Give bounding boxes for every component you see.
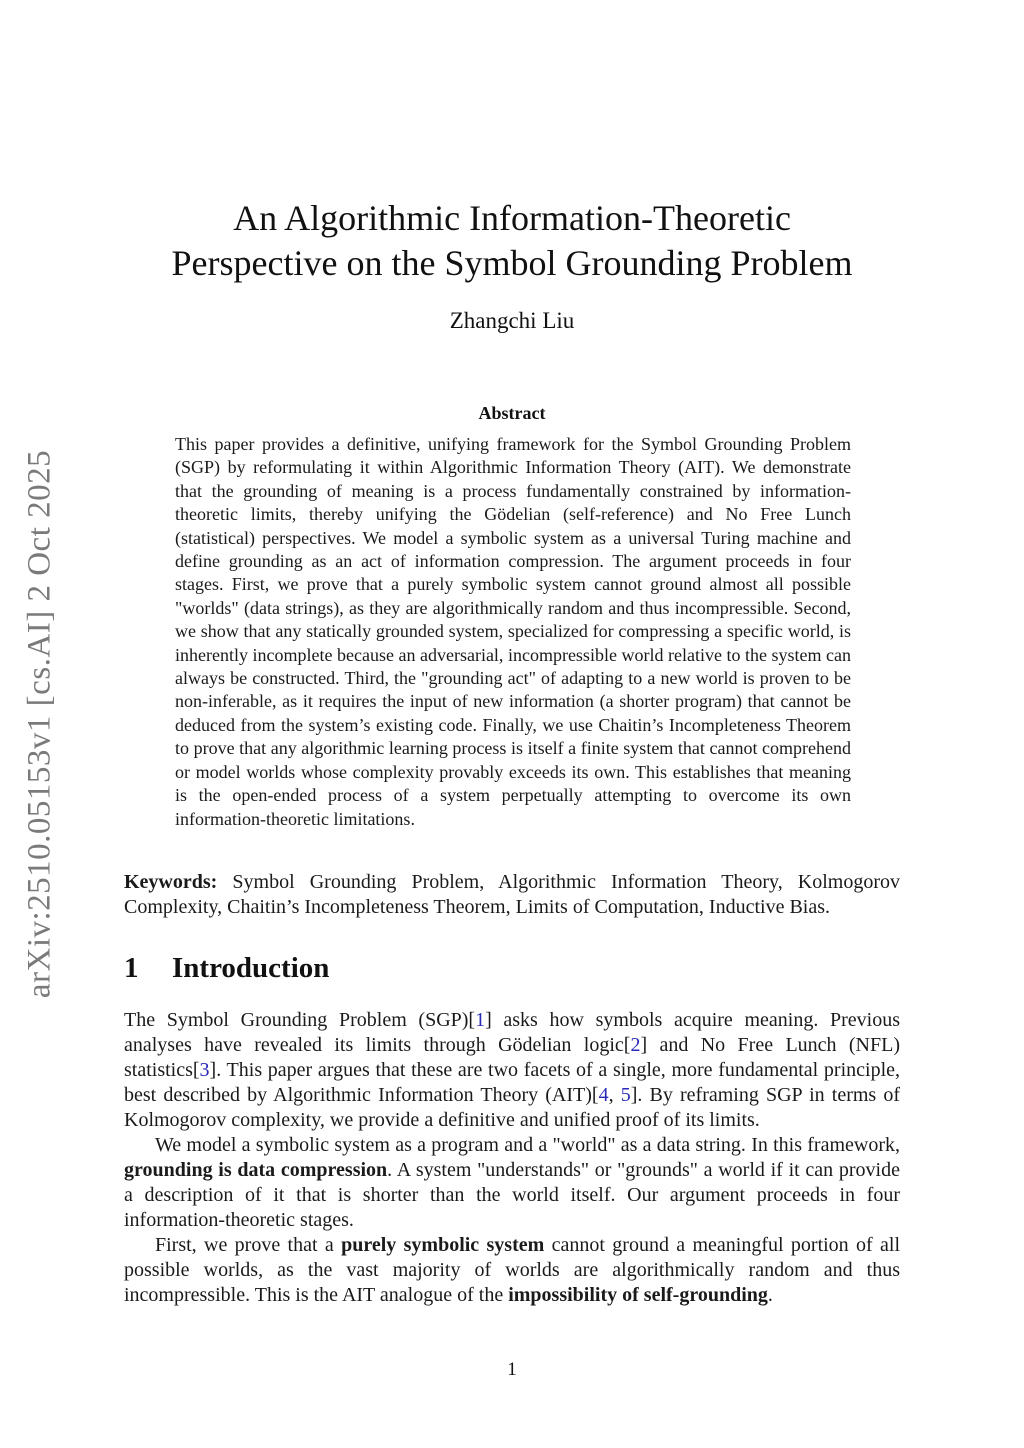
section-body — [124, 1008, 900, 1308]
section-title: Introduction — [172, 952, 330, 984]
page-number: 1 — [507, 1359, 517, 1380]
paragraph-text: ] asks how symbols acquire meaning. Previous analyses have revealed its limits through Gödelian logic[ — [124, 1009, 900, 1056]
keywords — [124, 870, 900, 920]
paragraph-text: . A system "understands" or "grounds" a world if it can provide a description of it that is shorter than the world itself. Our argument proceeds in four information-theoretic stages. — [124, 1159, 900, 1231]
paragraph-text: , — [608, 1084, 621, 1106]
keywords-label: Keywords: — [124, 871, 218, 893]
paragraph-1 — [124, 1008, 900, 1133]
bold-phrase: grounding is data compression — [124, 1159, 388, 1181]
paragraph-text: We model a symbolic system as a program and a "world" as a data string. In this framework, — [155, 1134, 900, 1156]
bold-phrase: purely symbolic system — [341, 1234, 545, 1256]
citation-link[interactable]: 3 — [199, 1059, 210, 1081]
title-line-1: An Algorithmic Information-Theoretic — [233, 198, 791, 238]
bold-phrase: impossibility of self-grounding — [508, 1284, 768, 1306]
abstract-heading: Abstract — [478, 403, 546, 423]
paragraph-text: ] and No Free Lunch (NFL) statistics[ — [124, 1034, 901, 1081]
keywords-text: Symbol Grounding Problem, Algorithmic Information Theory, Kolmogorov Complexity, Chaitin’s Incompleteness Theorem, Limits of Computation, Inductive Bias. — [124, 871, 901, 918]
title-line-2: Perspective on the Symbol Grounding Problem — [171, 243, 853, 283]
citation-link[interactable]: 2 — [630, 1034, 641, 1056]
section-number: 1 — [124, 952, 139, 984]
paragraph-text: First, we prove that a — [155, 1234, 342, 1256]
paragraph-2 — [124, 1133, 900, 1233]
paper-title — [110, 196, 914, 286]
paragraph-text: . — [767, 1284, 773, 1306]
citation-link[interactable]: 5 — [620, 1084, 631, 1106]
paragraph-text: ]. This paper argues that these are two facets of a single, more fundamental principle, best described by Algorithmic Information Theory (AIT)[ — [124, 1059, 900, 1106]
abstract-text: This paper provides a definitive, unifying framework for the Symbol Grounding Problem (SGP) by reformulating it within Algorithmic Information Theory (AIT). We demonstrate that the grounding of meaning is a process fundamentally constrained by information-theoretic limits, thereby unifying the Gödelian (self-reference) and No Free Lunch (statistical) perspectives. We model a symbolic system as a universal Turing machine and define grounding as an act of information compression. The argument proceeds in four stages. First, we prove that a purely symbolic system cannot ground almost all possible "worlds" (data strings), as they are algorithmically random and thus incompressible. Second, we show that any statically grounded system, specialized for compressing a specific world, is inherently incomplete because an adversarial, incompressible world relative to the system can always be constructed. Third, the "grounding act" of adapting to a new world is proven to be non-inferable, as it requires the input of new information (a shorter program) that cannot be deduced from the system’s existing code. Finally, we use Chaitin’s Incompleteness Theorem to prove that any algorithmic learning process is itself a finite system that cannot comprehend or model worlds whose complexity provably exceeds its own. This establishes that meaning is the open-ended process of a system perpetually attempting to overcome its own information-theoretic limitations. — [175, 434, 851, 829]
section-heading — [124, 952, 329, 985]
author-name: Zhangchi Liu — [449, 308, 575, 333]
paragraph-text: ]. By reframing SGP in terms of Kolmogorov complexity, we provide a definitive and unified proof of its limits. — [124, 1084, 901, 1131]
paragraph-text: cannot ground a meaningful portion of all possible worlds, as the vast majority of worlds are algorithmically random and thus incompressible. This is the AIT analogue of the — [124, 1234, 901, 1306]
arxiv-identifier[interactable]: arXiv:2510.05153v1 [cs.AI] 2 Oct 2025 — [21, 449, 58, 999]
paragraph-3 — [124, 1233, 900, 1308]
paragraph-text: The Symbol Grounding Problem (SGP)[ — [124, 1009, 476, 1031]
citation-link[interactable]: 1 — [475, 1009, 486, 1031]
citation-link[interactable]: 4 — [598, 1084, 609, 1106]
